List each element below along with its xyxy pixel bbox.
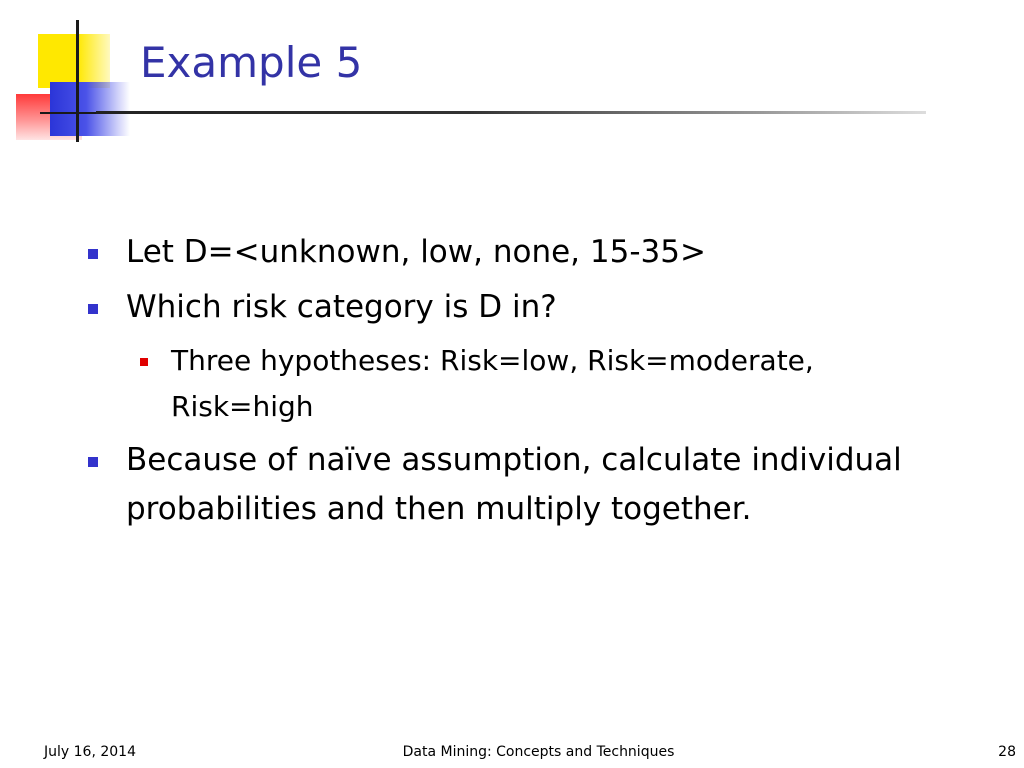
footer-date: July 16, 2014: [44, 744, 136, 760]
slide-logo: [0, 0, 140, 150]
square-bullet-icon: [88, 457, 98, 467]
logo-yellow-square: [38, 34, 110, 88]
square-bullet-icon: [88, 304, 98, 314]
bullet-item: [88, 228, 948, 277]
logo-blue-square: [50, 82, 130, 136]
square-sub-bullet-icon: [140, 358, 148, 366]
bullet-text: Which risk category is D in?: [126, 289, 557, 325]
sub-bullet-item: [140, 338, 948, 430]
title-underline: [96, 111, 926, 114]
logo-vertical-line: [76, 20, 79, 142]
sub-bullet-text: Three hypotheses: Risk=low, Risk=moderate, Risk=high: [171, 344, 814, 423]
bullet-text: Because of naïve assumption, calculate individual probabilities and then multiply together.: [126, 442, 902, 527]
square-bullet-icon: [88, 249, 98, 259]
slide-title: Example 5: [140, 38, 363, 87]
page-number: 28: [998, 744, 1016, 760]
bullet-item: [88, 283, 948, 332]
slide-content: [88, 228, 948, 540]
bullet-item: [88, 436, 948, 534]
bullet-text: Let D=<unknown, low, none, 15-35>: [126, 234, 706, 270]
footer-title: Data Mining: Concepts and Techniques: [402, 744, 675, 760]
